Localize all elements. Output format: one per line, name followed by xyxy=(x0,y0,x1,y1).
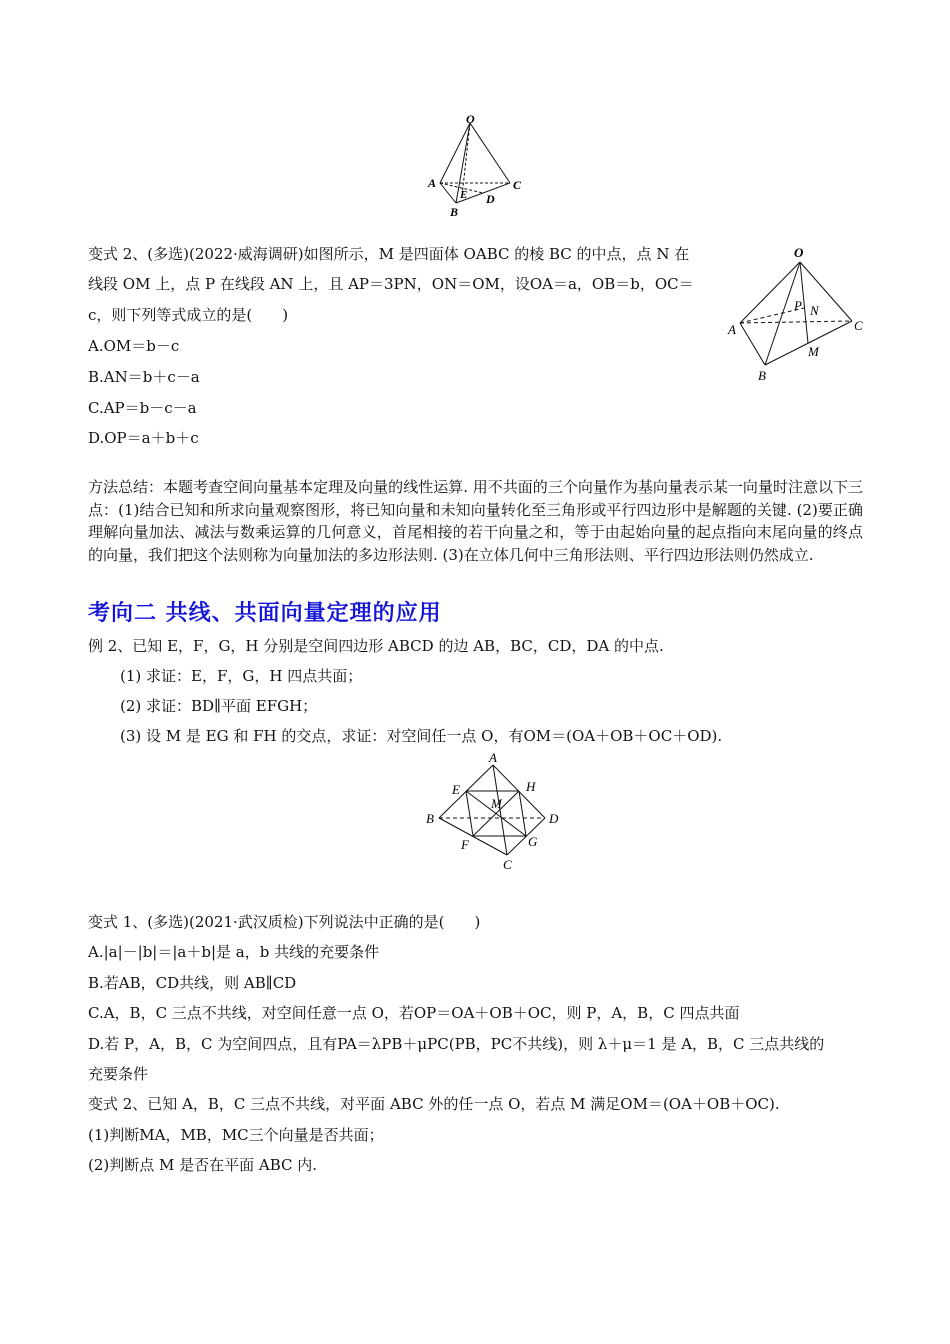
v2b-item-1: (1)判断MA，MB，MC三个向量是否共面； xyxy=(88,1126,384,1144)
figure-tetrahedron-mnp xyxy=(722,240,872,385)
fig2-label-o: O xyxy=(794,245,804,260)
figure-quadrilateral-efgh xyxy=(420,748,570,874)
method-summary: 方法总结：本题考查空间向量基本定理及向量的线性运算. 用不共面的三个向量作为基向量表示某一向量时注意以下三点：(1)结合已知和所求向量观察图形，将已知向量和未知向量转化至三角形或平行四边形中是解题的关键. (2)要正确理解向量加法、减法与数乘运算的几何意义，首尾相接的若干向量之和，等于由起始向量的起点指向末尾向量的终点的向量，我们把这个法则称为向量加法的多边形法则. (3)在立体几何中三角形法则、平行四边形法则仍然成立. xyxy=(88,478,863,564)
fig3-label-h: H xyxy=(526,779,536,794)
v2-stem-line-3: c，则下列等式成立的是( ) xyxy=(88,306,289,324)
v1-stem: 变式 1、(多选)(2021·武汉质检)下列说法中正确的是( ) xyxy=(88,913,481,931)
fig2-label-b: B xyxy=(758,368,766,383)
ex2-intro: 例 2、已知 E，F，G，H 分别是空间四边形 ABCD 的边 AB，BC，CD，DA 的中点. xyxy=(88,637,664,655)
fig1-label-a: A xyxy=(428,176,437,190)
fig2-label-p: P xyxy=(794,298,802,313)
ex2-item-3: (3) 设 M 是 EG 和 FH 的交点，求证：对空间任一点 O，有OM＝(OA＋OB＋OC＋OD). xyxy=(120,727,723,745)
v2-option-b: B.AN＝b＋c－a xyxy=(88,368,200,386)
v2b-stem: 变式 2、已知 A，B，C 三点不共线，对平面 ABC 外的任一点 O，若点 M 满足OM＝(OA＋OB＋OC). xyxy=(88,1095,780,1113)
v2-option-d: D.OP＝a＋b＋c xyxy=(88,429,199,447)
figure-tetrahedron-ode xyxy=(420,110,530,222)
fig3-label-f: F xyxy=(461,837,469,852)
v1-option-a: A.|a|－|b|＝|a＋b|是 a，b 共线的充要条件 xyxy=(88,943,380,961)
v1-option-c: C.A，B，C 三点不共线，对空间任意一点 O，若OP＝OA＋OB＋OC，则 P，A，B，C 四点共面 xyxy=(88,1004,740,1022)
v1-option-d: D.若 P，A，B，C 为空间四点，且有PA＝λPB＋μPC(PB，PC不共线)，则 λ＋μ＝1 是 A，B，C 三点共线的 xyxy=(88,1035,825,1053)
ex2-item-2: (2) 求证：BD∥平面 EFGH； xyxy=(120,697,318,715)
v1-option-d-cont: 充要条件 xyxy=(88,1065,149,1083)
fig1-label-e: E xyxy=(460,189,468,201)
v2-stem-line-1: 变式 2、(多选)(2022·威海调研)如图所示，M 是四面体 OABC 的棱 BC 的中点，点 N 在 xyxy=(88,245,690,263)
fig3-label-m: M xyxy=(491,796,502,811)
fig3-label-g: G xyxy=(528,834,538,849)
fig3-label-a: A xyxy=(489,750,497,765)
fig2-label-a: A xyxy=(728,322,736,337)
v1-option-b: B.若AB，CD共线，则 AB∥CD xyxy=(88,974,297,992)
fig1-label-o: O xyxy=(466,112,475,126)
section-heading: 考向二 共线、共面向量定理的应用 xyxy=(88,601,442,626)
fig2-label-m: M xyxy=(808,344,819,359)
fig3-label-e: E xyxy=(452,782,460,797)
fig3-label-d: D xyxy=(549,811,559,826)
fig2-label-n: N xyxy=(810,303,819,318)
v2-stem-line-2: 线段 OM 上，点 P 在线段 AN 上，且 AP＝3PN，ON＝OM，设OA＝a，OB＝b，OC＝ xyxy=(88,275,694,293)
fig3-label-b: B xyxy=(426,811,434,826)
v2b-item-2: (2)判断点 M 是否在平面 ABC 内. xyxy=(88,1156,318,1174)
v2-option-c: C.AP＝b－c－a xyxy=(88,399,197,417)
ex2-item-1: (1) 求证：E，F，G，H 四点共面； xyxy=(120,667,363,685)
v2-option-a: A.OM＝b－c xyxy=(88,337,180,355)
fig1-label-d: D xyxy=(486,192,495,206)
fig1-label-b: B xyxy=(450,205,459,219)
fig3-label-c: C xyxy=(503,857,512,872)
fig2-label-c: C xyxy=(854,318,863,333)
fig1-label-c: C xyxy=(513,178,522,192)
